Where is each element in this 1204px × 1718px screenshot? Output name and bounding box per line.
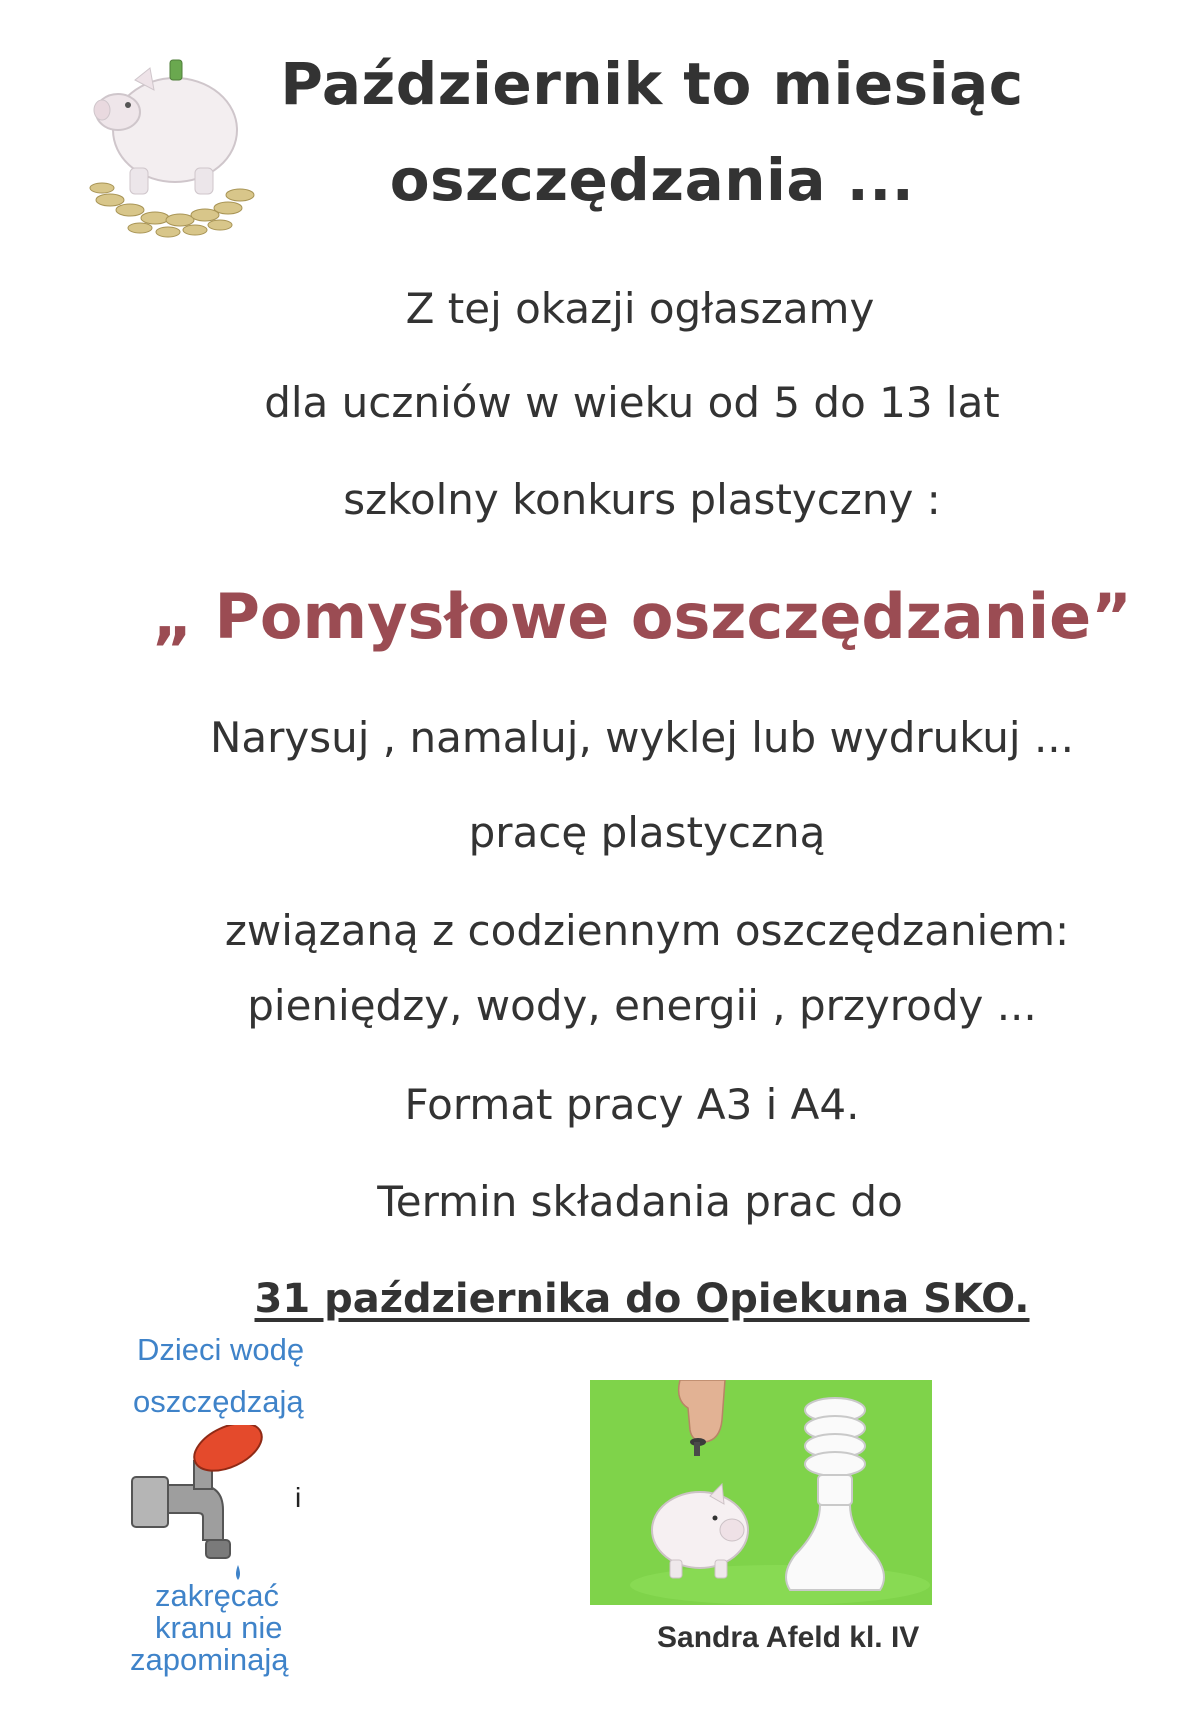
water-poster-connector: i — [295, 1482, 302, 1513]
instructions-line-2: pracę plastyczną — [468, 808, 826, 857]
instructions-line-4: pieniędzy, wody, energii , przyrody ... — [247, 981, 1037, 1030]
water-tap-icon — [128, 1425, 278, 1585]
water-poster-line-3: zakręcać — [155, 1578, 280, 1613]
deadline: 31 października do Opiekuna SKO. — [254, 1276, 1030, 1322]
contest-name: „ Pomysłowe oszczędzanie” — [152, 580, 1132, 653]
announcement-line-2: dla uczniów w wieku od 5 do 13 lat — [264, 378, 1000, 427]
title-line-2: oszczędzania ... — [389, 146, 915, 214]
water-poster-line-2: oszczędzają — [133, 1384, 304, 1419]
signature: Sandra Afeld kl. IV — [657, 1621, 920, 1654]
water-poster-line-5: zapominają — [130, 1642, 289, 1677]
water-poster-line-1: Dzieci wodę — [137, 1332, 305, 1367]
instructions-line-6: Termin składania prac do — [377, 1177, 903, 1226]
instructions-line-5: Format pracy A3 i A4. — [404, 1080, 860, 1129]
instructions-line-1: Narysuj , namaluj, wyklej lub wydrukuj ... — [210, 713, 1074, 762]
water-poster-line-4: kranu nie — [155, 1610, 283, 1645]
announcement-line-1: Z tej okazji ogłaszamy — [405, 284, 875, 333]
announcement-line-3: szkolny konkurs plastyczny : — [343, 475, 941, 524]
title-line-1: Październik to miesiąc — [280, 50, 1024, 118]
instructions-line-3: związaną z codziennym oszczędzaniem: — [224, 906, 1070, 955]
savings-photo — [590, 1380, 932, 1605]
